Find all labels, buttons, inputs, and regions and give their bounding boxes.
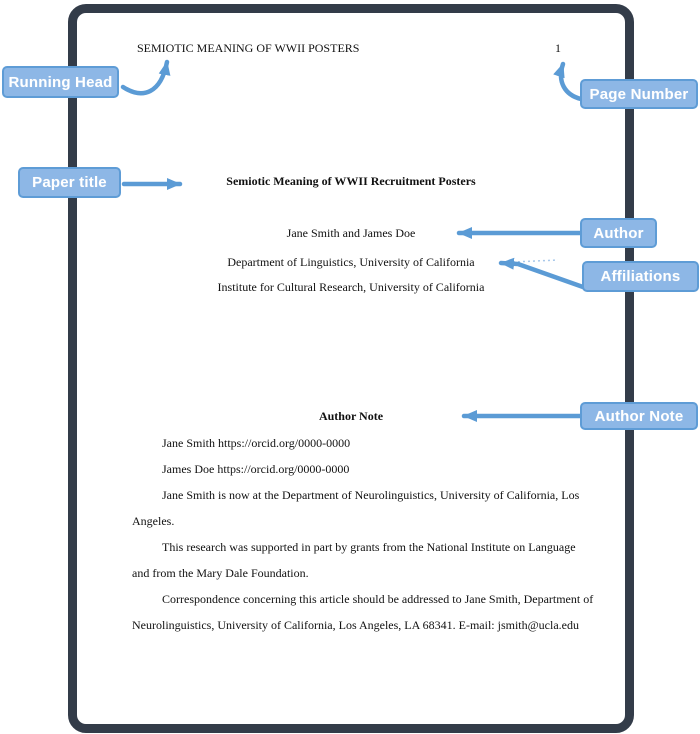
page-number-arrow — [561, 64, 581, 99]
author-note-heading: Author Note — [318, 409, 384, 423]
running-head-text: SEMIOTIC MEANING OF WWII POSTERS — [137, 40, 360, 55]
affiliation-line-2: Institute for Cultural Research, University of California — [217, 280, 485, 294]
running-head-arrow — [123, 62, 167, 93]
author-byline: Jane Smith and James Doe — [286, 226, 416, 240]
author-note-label: Author Note — [580, 402, 698, 430]
author-note-line: Neurolinguistics, University of California, Los Angeles, LA 68341. E-mail: jsmith@ucla.edu — [132, 618, 579, 632]
author-note-line: and from the Mary Dale Foundation. — [132, 566, 309, 580]
author-label: Author — [580, 218, 657, 248]
page-number-text: 1 — [555, 40, 561, 55]
affiliation-line-1: Department of Linguistics, University of California — [227, 255, 475, 269]
author-note-line: Angeles. — [132, 514, 175, 528]
paper-title-label: Paper title — [18, 167, 121, 198]
affiliations-arrow-dashed-tail — [513, 260, 558, 262]
running-head-label: Running Head — [2, 66, 119, 98]
affiliations-label: Affiliations — [582, 261, 699, 292]
author-note-line: Jane Smith https://orcid.org/0000-0000 — [162, 436, 351, 450]
paper-title-text: Semiotic Meaning of WWII Recruitment Posters — [226, 174, 476, 188]
author-note-line: Correspondence concerning this article should be addressed to Jane Smith, Department of — [162, 592, 594, 606]
page-number-label: Page Number — [580, 79, 698, 109]
author-note-line: Jane Smith is now at the Department of Neurolinguistics, University of California, Los — [162, 488, 580, 502]
affiliations-arrow — [501, 263, 583, 287]
author-note-line: This research was supported in part by grants from the National Institute on Language — [162, 540, 576, 554]
author-note-line: James Doe https://orcid.org/0000-0000 — [162, 462, 350, 476]
